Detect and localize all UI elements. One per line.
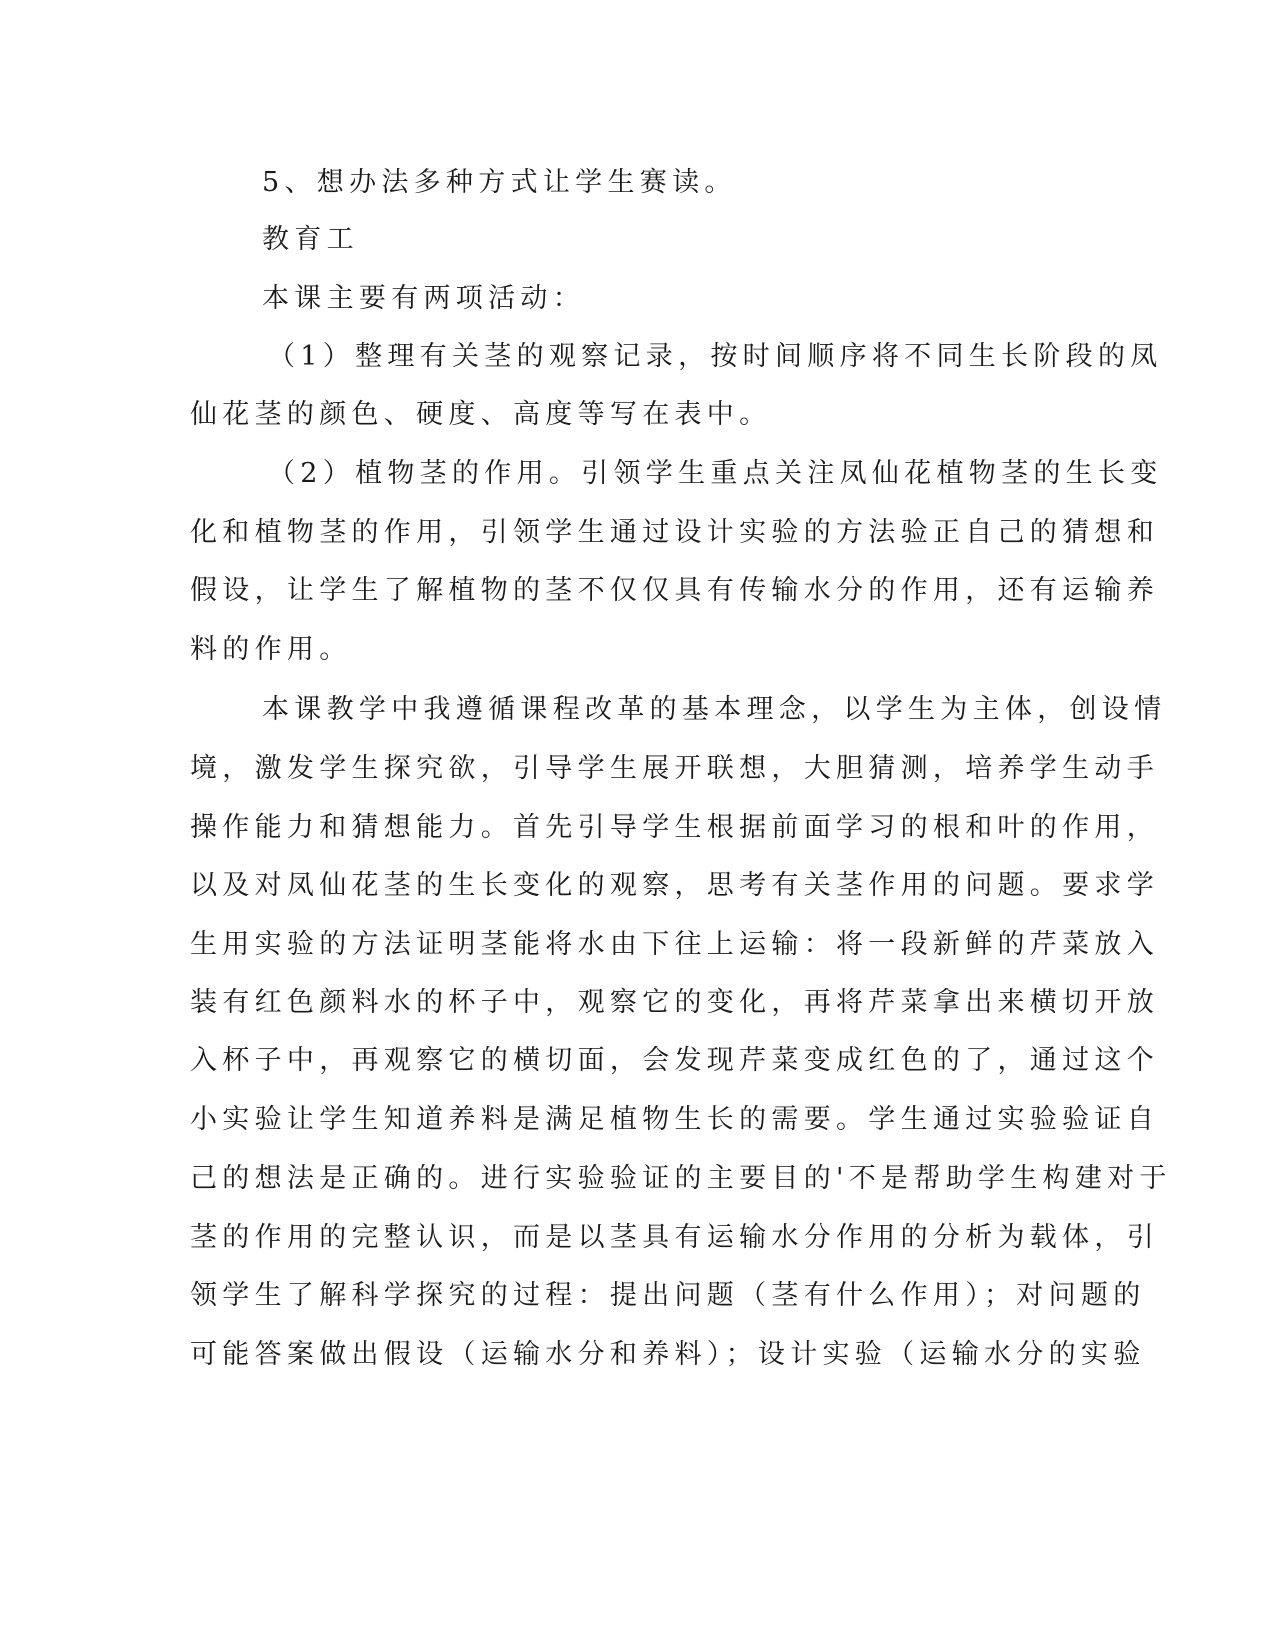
text-line-reflection-3: 操作能力和猜想能力。首先引导学生根据前面学习的根和叶的作用， bbox=[190, 812, 1159, 843]
text-line-reflection-9: 己的想法是正确的。进行实验验证的主要目的'不是帮助学生构建对于 bbox=[190, 1163, 1172, 1194]
text-line-reflection-4: 以及对凤仙花茎的生长变化的观察，思考有关茎作用的问题。要求学 bbox=[190, 870, 1159, 901]
text-line-activity-2: （2）植物茎的作用。引领学生重点关注凤仙花植物茎的生长变 bbox=[268, 458, 1163, 489]
text-line-reflection-8: 小实验让学生知道养料是满足植物生长的需要。学生通过实验验证自 bbox=[190, 1104, 1159, 1135]
text-line-reflection-12: 可能答案做出假设（运输水分和养料）；设计实验（运输水分的实验 bbox=[190, 1339, 1146, 1370]
text-line-reflection-7: 入杯子中，再观察它的横切面，会发现芹菜变成红色的了，通过这个 bbox=[190, 1045, 1159, 1076]
text-line-reflection-2: 境，激发学生探究欲，引导学生展开联想，大胆猜测，培养学生动手 bbox=[190, 753, 1159, 784]
text-line-activity-1-cont: 仙花茎的颜色、硬度、高度等写在表中。 bbox=[190, 399, 772, 430]
text-line-section-label: 教育工 bbox=[262, 224, 359, 255]
text-line-reflection-5: 生用实验的方法证明茎能将水由下往上运输：将一段新鲜的芹菜放入 bbox=[190, 929, 1159, 960]
text-line-activity-1: （1）整理有关茎的观察记录，按时间顺序将不同生长阶段的凤 bbox=[268, 341, 1163, 372]
text-line-activity-2-cont-2: 假设，让学生了解植物的茎不仅仅具有传输水分的作用，还有运输养 bbox=[190, 575, 1159, 606]
text-line-reflection-10: 茎的作用的完整认识，而是以茎具有运输水分作用的分析为载体，引 bbox=[190, 1222, 1159, 1253]
text-line-activity-2-cont-3: 料的作用。 bbox=[190, 634, 352, 665]
text-line-reflection-6: 装有红色颜料水的杯子中，观察它的变化，再将芹菜拿出来横切开放 bbox=[190, 987, 1159, 1018]
text-line-step-5: 5、想办法多种方式让学生赛读。 bbox=[262, 167, 737, 198]
text-line-reflection-1: 本课教学中我遵循课程改革的基本理念，以学生为主体，创设情 bbox=[262, 694, 1167, 725]
text-line-reflection-11: 领学生了解科学探究的过程：提出问题（茎有什么作用）；对问题的 bbox=[190, 1280, 1146, 1311]
text-line-activity-2-cont-1: 化和植物茎的作用，引领学生通过设计实验的方法验正自己的猜想和 bbox=[190, 517, 1159, 548]
text-line-activities-intro: 本课主要有两项活动： bbox=[262, 283, 585, 314]
